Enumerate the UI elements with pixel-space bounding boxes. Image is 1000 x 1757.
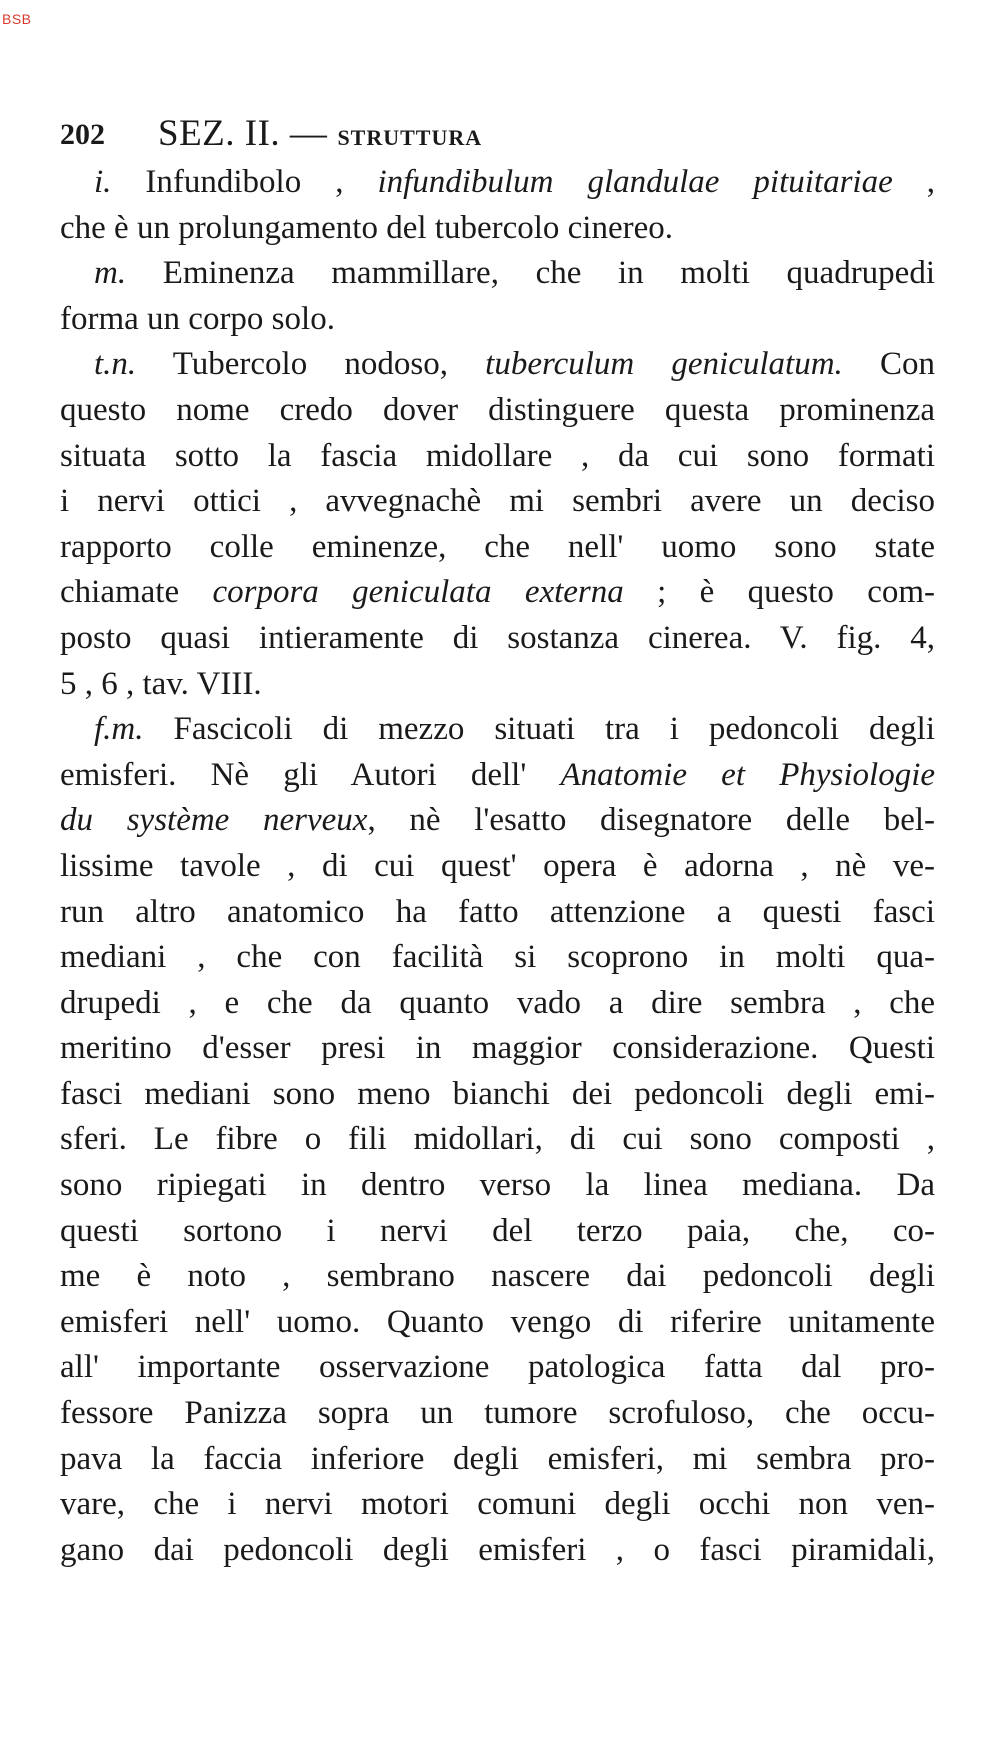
italic-term: tuberculum geniculatum. — [485, 346, 843, 383]
text-line — [60, 206, 935, 252]
text-line — [60, 1482, 935, 1528]
text-line — [60, 1391, 935, 1437]
text-segment: vare, che i nervi motori comuni degli occhi non ven- — [60, 1486, 935, 1523]
text-line — [60, 1528, 935, 1574]
figure-abbreviation: i. — [94, 164, 112, 200]
text-line — [60, 844, 935, 890]
text-segment: lissime tavole , di cui quest' opera è adorna , nè ve- — [60, 847, 935, 884]
text-segment: pava la faccia inferiore degli emisferi, mi sembra pro- — [60, 1440, 935, 1477]
text-line — [60, 1345, 935, 1391]
italic-term: corpora geniculata externa — [212, 574, 624, 611]
text-line — [60, 935, 935, 981]
text-segment: me è noto , sembrano nascere dai pedoncoli degli — [60, 1258, 935, 1295]
figure-abbreviation: m. — [94, 255, 127, 292]
text-line — [60, 297, 935, 343]
text-segment: questi sortono i nervi del terzo paia, che, co- — [60, 1212, 935, 1249]
text-segment: chiamate — [60, 574, 213, 611]
text-segment: Tubercolo nodoso, — [136, 346, 486, 383]
text-segment: emisferi nell' uomo. Quanto vengo di riferire unitamente — [60, 1303, 935, 1340]
text-segment: Eminenza mammillare, che in molti quadrupedi — [126, 255, 935, 292]
text-line — [60, 1437, 935, 1483]
text-segment: Infundibolo , — [111, 164, 378, 200]
figure-abbreviation: t.n. — [94, 346, 137, 383]
text-segment: , — [892, 164, 935, 200]
text-line — [60, 981, 935, 1027]
text-line — [60, 388, 935, 434]
text-segment: drupedi , e che da quanto vado a dire sembra , che — [60, 984, 935, 1021]
text-line — [60, 434, 935, 480]
text-line — [60, 1209, 935, 1255]
text-segment: rapporto colle eminenze, che nell' uomo sono state — [60, 528, 935, 565]
text-segment: 5 , 6 , tav. VIII. — [60, 665, 262, 702]
text-segment: sferi. Le fibre o fili midollari, di cui sono composti , — [60, 1121, 935, 1158]
text-line — [60, 160, 935, 206]
text-line — [60, 1254, 935, 1300]
text-segment: Fascicoli di mezzo situati tra i pedoncoli degli — [143, 711, 935, 748]
text-segment: fasci mediani sono meno bianchi dei pedoncoli degli emi- — [60, 1075, 935, 1112]
text-segment: all' importante osservazione patologica fatta dal pro- — [60, 1349, 935, 1386]
text-segment: ; è questo com- — [623, 574, 935, 611]
text-line — [60, 753, 935, 799]
italic-term: Anatomie et Physiologie — [560, 756, 935, 793]
text-segment: che è un prolungamento del tubercolo cinereo. — [60, 209, 674, 246]
text-segment: sono ripiegati in dentro verso la linea mediana. Da — [60, 1167, 935, 1204]
text-segment: fessore Panizza sopra un tumore scrofuloso, che occu- — [60, 1395, 935, 1432]
text-line — [60, 479, 935, 525]
text-segment: forma un corpo solo. — [60, 300, 335, 337]
italic-term: infundibulum glandulae pituitariae — [377, 164, 893, 200]
text-segment: emisferi. Nè gli Autori dell' — [60, 756, 561, 793]
text-line — [60, 798, 935, 844]
figure-abbreviation: f.m. — [94, 711, 144, 748]
text-segment: mediani , che con facilità si scoprono in molti qua- — [60, 939, 935, 976]
text-segment: questo nome credo dover distinguere questa prominenza — [60, 391, 935, 428]
page-header — [60, 112, 960, 162]
text-segment: , nè l'esatto disegnatore delle bel- — [367, 802, 935, 839]
text-line — [60, 251, 935, 297]
text-line — [60, 570, 935, 616]
section-number: SEZ. II. — — [158, 113, 328, 154]
library-stamp: BSB — [2, 11, 32, 27]
text-segment: Con — [842, 346, 935, 383]
text-line — [60, 1117, 935, 1163]
text-line — [60, 342, 935, 388]
text-line — [60, 707, 935, 753]
text-segment: run altro anatomico ha fatto attenzione a questi fasci — [60, 893, 935, 930]
text-line — [60, 525, 935, 571]
text-line — [60, 1163, 935, 1209]
italic-term: du système nerveux — [60, 802, 368, 839]
text-line — [60, 1026, 935, 1072]
text-segment: gano dai pedoncoli degli emisferi , o fasci piramidali, — [60, 1531, 935, 1568]
text-line — [60, 616, 935, 662]
text-segment: situata sotto la fascia midollare , da cui sono formati — [60, 437, 935, 474]
section-label: STRUTTURA — [337, 125, 483, 150]
section-title — [158, 112, 482, 155]
text-line — [60, 1300, 935, 1346]
text-segment: posto quasi intieramente di sostanza cinerea. V. fig. 4, — [60, 619, 935, 656]
text-line — [60, 1072, 935, 1118]
page-body-text — [60, 160, 935, 1573]
text-segment: i nervi ottici , avvegnachè mi sembri avere un deciso — [60, 483, 935, 520]
text-line — [60, 662, 935, 708]
text-segment: meritino d'esser presi in maggior considerazione. Questi — [60, 1030, 935, 1067]
text-line — [60, 890, 935, 936]
page-number: 202 — [60, 118, 105, 151]
